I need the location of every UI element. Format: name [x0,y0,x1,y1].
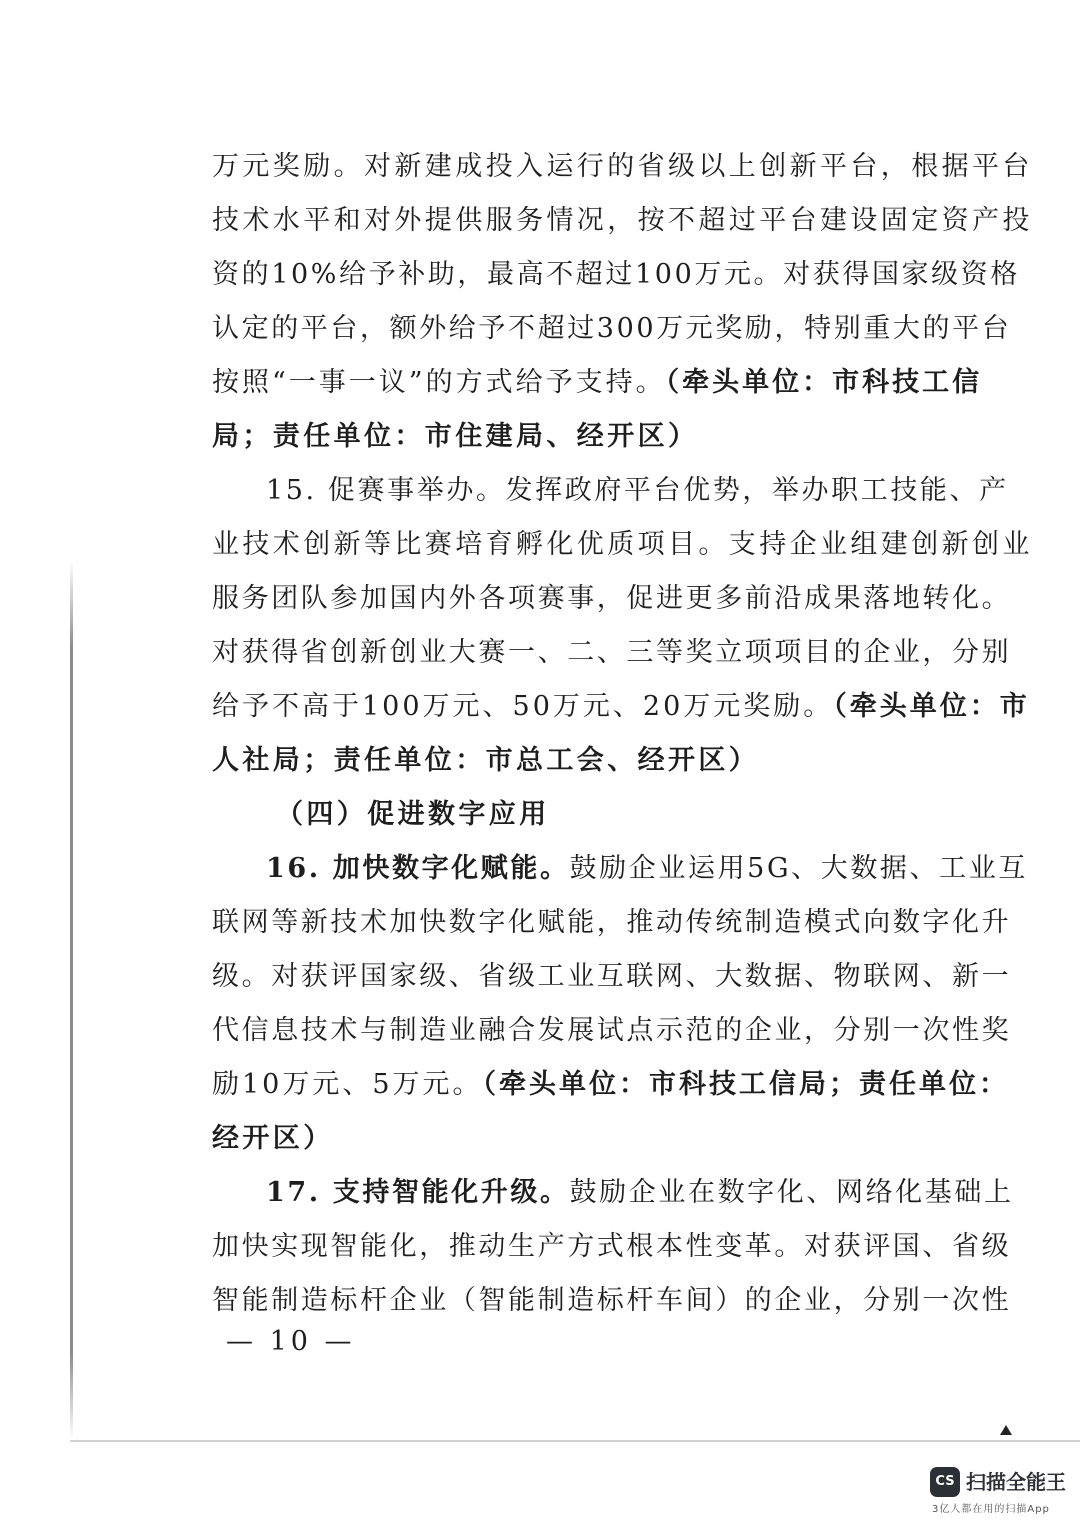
text-line: 按照“一事一议”的方式给予支持。（牵头单位：市科技工信 [212,367,983,398]
lead-unit-note: （牵头单位：市科技工信 [665,367,983,398]
scanner-watermark [930,1467,1070,1519]
page-number: — 10 — [226,1326,356,1357]
text-line: 智能制造标杆企业（智能制造标杆车间）的企业，分别一次性 [212,1285,1012,1316]
watermark-tagline: 3亿人都在用的扫描App [932,1504,1050,1515]
text-line: 认定的平台，额外给予不超过300万元奖励，特别重大的平台 [212,313,1012,344]
text-line: 级。对获评国家级、省级工业互联网、大数据、物联网、新一 [212,961,1012,992]
text-line: 人社局；责任单位：市总工会、经开区） [212,745,760,776]
scan-corner-mark [1000,1425,1012,1435]
text-line: 17. 支持智能化升级。鼓励企业在数字化、网络化基础上 [266,1177,1014,1208]
text-line: 技术水平和对外提供服务情况，按不超过平台建设固定资产投 [212,205,1033,236]
item-title: 17. 支持智能化升级。 [266,1177,570,1208]
text-line: 业技术创新等比赛培育孵化优质项目。支持企业组建创新创业 [212,529,1033,560]
text-line: 万元奖励。对新建成投入运行的省级以上创新平台，根据平台 [212,151,1033,182]
text-line: 对获得省创新创业大赛一、二、三等奖立项项目的企业，分别 [212,637,1012,668]
text-line: 15. 促赛事举办。发挥政府平台优势，举办职工技能、产 [266,475,1009,506]
text-line: 加快实现智能化，推动生产方式根本性变革。对获评国、省级 [212,1231,1012,1262]
lead-unit-note: （牵头单位：市 [833,691,1030,722]
text-line: 经开区） [212,1123,334,1154]
text-line: 局；责任单位：市住建局、经开区） [212,421,699,452]
scan-shadow-bottom [70,1440,1080,1442]
text-line: 16. 加快数字化赋能。鼓励企业运用5G、大数据、工业互 [266,853,1028,884]
camscanner-logo-icon: CS [930,1467,960,1497]
lead-unit-note: （牵头单位：市科技工信局；责任单位： [482,1069,1010,1100]
document-body [212,140,1033,1328]
scan-shadow-left [70,560,73,1440]
text-line: 代信息技术与制造业融合发展试点示范的企业，分别一次性奖 [212,1015,1012,1046]
text-line: 联网等新技术加快数字化赋能，推动传统制造模式向数字化升 [212,907,1012,938]
text-line: 服务团队参加国内外各项赛事，促进更多前沿成果落地转化。 [212,583,1012,614]
item-title: 16. 加快数字化赋能。 [266,853,570,884]
section-heading: （四）促进数字应用 [276,799,550,830]
watermark-app-name: 扫描全能王 [966,1470,1066,1494]
text-line: 资的10%给予补助，最高不超过100万元。对获得国家级资格 [212,259,1020,290]
text-line: 励10万元、5万元。（牵头单位：市科技工信局；责任单位： [212,1069,1010,1100]
text-line: 给予不高于100万元、50万元、20万元奖励。（牵头单位：市 [212,691,1030,722]
